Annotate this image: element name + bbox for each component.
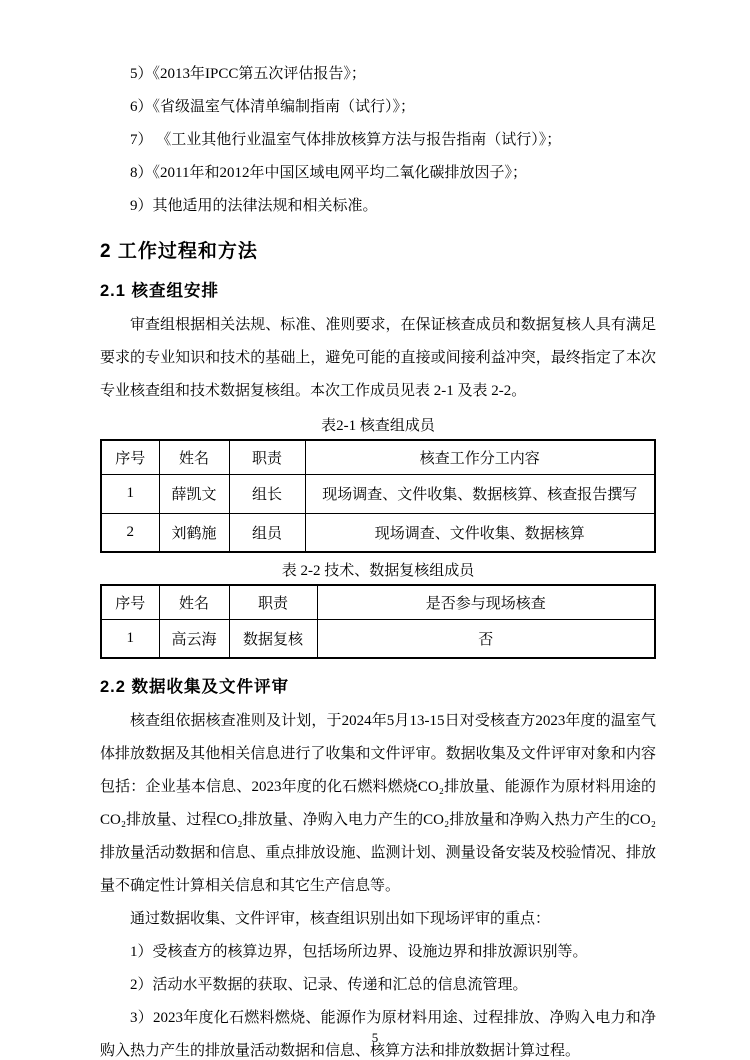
verification-team-table xyxy=(100,439,656,553)
reference-item-6: 6）《省级温室气体清单编制指南（试行）》； xyxy=(130,99,416,115)
reference-item-8: 8）《2011年和2012年中国区域电网平均二氧化碳排放因子》； xyxy=(130,165,527,181)
col-header-seq: 序号 xyxy=(101,440,159,474)
page-content xyxy=(100,58,656,1060)
col-header-onsite: 是否参与现场核查 xyxy=(317,585,655,619)
col-header-duty: 核查工作分工内容 xyxy=(305,440,655,474)
cell-seq: 1 xyxy=(101,474,159,513)
cell-role: 数据复核 xyxy=(229,619,317,658)
col-header-name: 姓名 xyxy=(159,440,229,474)
reference-item-9: 9）其他适用的法律法规和相关标准。 xyxy=(130,198,378,214)
cell-name: 薛凯文 xyxy=(159,474,229,513)
table-2-1-caption: 表2-1 核查组成员 xyxy=(321,418,435,434)
table-row xyxy=(101,474,655,513)
section-2-heading: 2 工作过程和方法 xyxy=(100,241,258,262)
page-number: 5 xyxy=(371,1030,379,1045)
table-2-2-caption: 表 2-2 技术、数据复核组成员 xyxy=(281,563,475,579)
cell-role: 组长 xyxy=(229,474,305,513)
section-2-1-paragraph: 审查组根据相关法规、标准、准则要求，在保证核查成员和数据复核人具有满足要求的专业知识和技术的基础上，避免可能的直接或间接利益冲突，最终指定了本次专业核查组和技术数据复核组。本次工作成员见表 2-1 及表 2-2。 xyxy=(100,317,656,399)
table-row xyxy=(101,619,655,658)
table-row xyxy=(101,513,655,552)
focus-point-1: 1）受核查方的核算边界，包括场所边界、设施边界和排放源识别等。 xyxy=(130,944,588,960)
cell-seq: 2 xyxy=(101,513,159,552)
cell-duty: 现场调查、文件收集、数据核算、核查报告撰写 xyxy=(305,474,655,513)
section-2-2-heading: 2.2 数据收集及文件评审 xyxy=(100,678,290,696)
col-header-name: 姓名 xyxy=(159,585,229,619)
col-header-seq: 序号 xyxy=(101,585,159,619)
review-team-table xyxy=(100,584,656,659)
col-header-role: 职责 xyxy=(229,440,305,474)
section-2-2-paragraph-2: 通过数据收集、文件评审，核查组识别出如下现场评审的重点： xyxy=(130,911,551,927)
cell-role: 组员 xyxy=(229,513,305,552)
focus-point-3: 3）2023年度化石燃料燃烧、能源作为原材料用途、过程排放、净购入电力和净购入热力产生的排放量活动数据和信息、核算方法和排放数据计算过程。 xyxy=(100,1010,656,1059)
focus-point-2: 2）活动水平数据的获取、记录、传递和汇总的信息流管理。 xyxy=(130,977,528,993)
cell-name: 刘鹤施 xyxy=(159,513,229,552)
cell-duty: 现场调查、文件收集、数据核算 xyxy=(305,513,655,552)
reference-item-5: 5）《2013年IPCC第五次评估报告》； xyxy=(130,66,366,82)
table-header-row xyxy=(101,440,655,474)
reference-item-7: 7） 《工业其他行业温室气体排放核算方法与报告指南（试行）》； xyxy=(130,132,562,148)
section-2-2-paragraph-1: 核查组依据核查准则及计划，于2024年5月13-15日对受核查方2023年度的温室气体排放数据及其他相关信息进行了收集和文件评审。数据收集及文件评审对象和内容包括：企业基本信息、2023年度的化石燃料燃烧CO₂排放量、能源作为原材料用途的CO₂排放量、过程CO₂排放量、净购入电力产生的CO₂排放量和净购入热力产生的CO₂排放量活动数据和信息、重点排放设施、监测计划、测量设备安装及校验情况、排放量不确定性计算相关信息和其它生产信息等。 xyxy=(100,713,656,894)
cell-name: 高云海 xyxy=(159,619,229,658)
table-header-row xyxy=(101,585,655,619)
cell-seq: 1 xyxy=(101,619,159,658)
cell-onsite: 否 xyxy=(317,619,655,658)
section-2-1-heading: 2.1 核查组安排 xyxy=(100,282,220,300)
col-header-role: 职责 xyxy=(229,585,317,619)
